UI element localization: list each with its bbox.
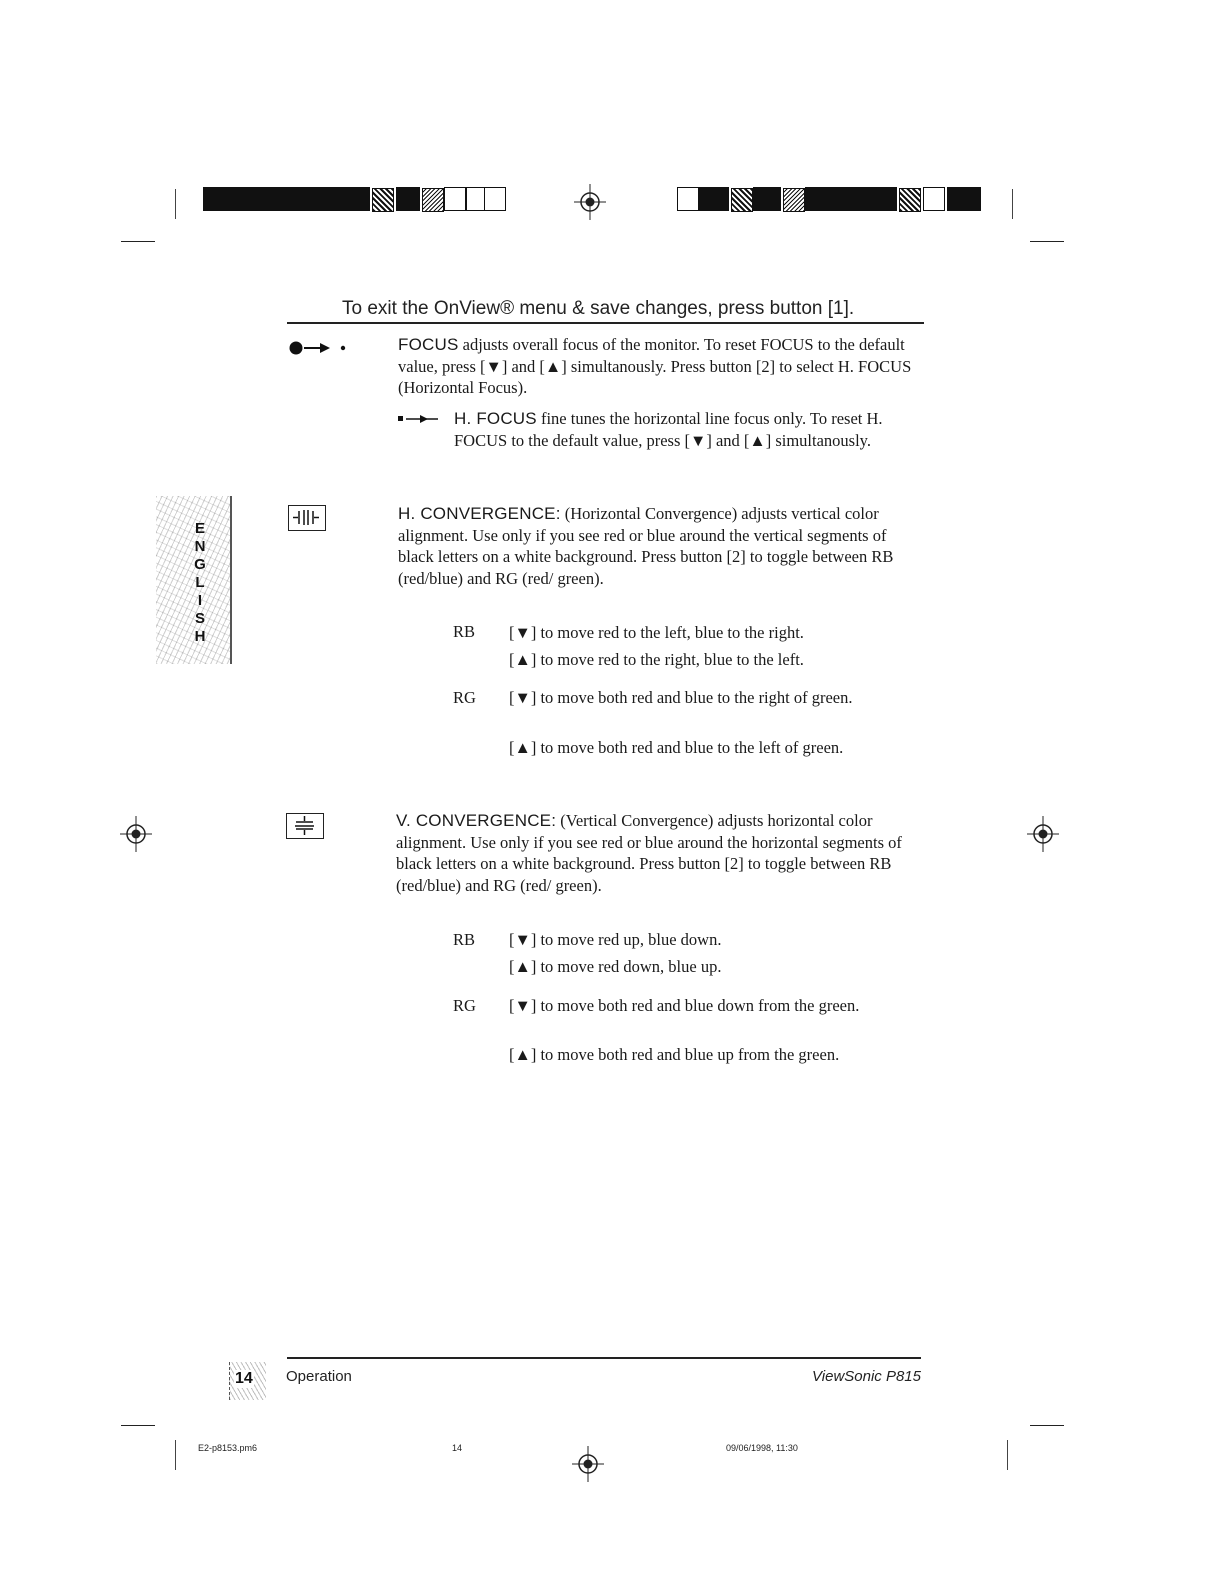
language-tab-letter: E bbox=[194, 520, 205, 537]
h-focus-paragraph bbox=[454, 408, 920, 451]
v-convergence-rg-label: RG bbox=[453, 996, 476, 1015]
page-number: 14 bbox=[235, 1370, 253, 1387]
h-convergence-paragraph bbox=[398, 503, 920, 589]
crop-mark-top-right-v bbox=[1012, 189, 1013, 219]
focus-term: FOCUS bbox=[398, 335, 459, 354]
crop-mark-bottom-right-h bbox=[1030, 1425, 1064, 1426]
registration-crosshair-icon bbox=[1023, 814, 1063, 854]
h-convergence-rb-label: RB bbox=[453, 622, 476, 641]
h-convergence-rb-up: [▲] to move red to the right, blue to the left. bbox=[509, 650, 804, 669]
exit-menu-note: To exit the OnView® menu & save changes, press button [1]. bbox=[342, 298, 855, 319]
footer-product: ViewSonic P815 bbox=[812, 1368, 921, 1385]
crop-mark-bottom-left-v bbox=[175, 1440, 176, 1470]
focus-paragraph bbox=[398, 334, 918, 399]
focus-text: adjusts overall focus of the monitor. To reset FOCUS to the default value, press [▼] and [▲] simultanously. Press button [2] to select H. FOCUS (Horizontal Focus). bbox=[398, 335, 912, 397]
slug-filename: E2-p8153.pm6 bbox=[198, 1443, 258, 1453]
slug-page: 14 bbox=[452, 1443, 463, 1453]
h-convergence-icon bbox=[288, 505, 326, 531]
crop-mark-bottom-right-v bbox=[1007, 1440, 1008, 1470]
v-convergence-rb-down: [▼] to move red up, blue down. bbox=[509, 930, 722, 949]
slug-datetime: 09/06/1998, 11:30 bbox=[726, 1443, 798, 1453]
language-tab-letter: L bbox=[195, 574, 205, 591]
h-convergence-rb-down: [▼] to move red to the left, blue to the right. bbox=[509, 623, 804, 642]
v-convergence-rg-up: [▲] to move both red and blue up from the green. bbox=[509, 1045, 840, 1064]
h-convergence-rg-up: [▲] to move both red and blue to the left of green. bbox=[509, 738, 844, 757]
registration-crosshair-icon bbox=[568, 1444, 608, 1484]
h-convergence-term: H. CONVERGENCE: bbox=[398, 504, 561, 523]
crop-mark-top-right-h bbox=[1030, 241, 1064, 242]
v-convergence-text: (Vertical Convergence) adjusts horizontal color alignment. Use only if you see red or blue around the horizontal segments of black letters on a white background. Press button [2] to toggle between RB (red/blue) and RG (red/ green). bbox=[396, 811, 902, 895]
h-convergence-text: (Horizontal Convergence) adjusts vertical color alignment. Use only if you see red or blue around the vertical segments of black letters on a white background. Press button [2] to toggle between RB (red/blue) and RG (red/ green). bbox=[398, 504, 894, 588]
crop-mark-top-left-v bbox=[175, 189, 176, 219]
v-convergence-rg-down: [▼] to move both red and blue down from the green. bbox=[509, 996, 860, 1015]
footer-rule bbox=[287, 1357, 921, 1359]
v-convergence-icon bbox=[286, 813, 324, 839]
registration-crosshair-icon bbox=[116, 814, 156, 854]
v-convergence-rb-label: RB bbox=[453, 930, 476, 949]
v-convergence-paragraph bbox=[396, 810, 922, 896]
registration-crosshair-icon bbox=[570, 182, 610, 222]
h-convergence-rg-down: [▼] to move both red and blue to the right of green. bbox=[509, 688, 853, 707]
h-convergence-rg-label: RG bbox=[453, 688, 476, 707]
crop-mark-bottom-left-h bbox=[121, 1425, 155, 1426]
crop-mark-top-left-h bbox=[121, 241, 155, 242]
v-convergence-term: V. CONVERGENCE: bbox=[396, 811, 557, 830]
h-focus-arrow-icon bbox=[398, 413, 444, 425]
focus-arrow-icon bbox=[288, 340, 350, 356]
v-convergence-rb-up: [▲] to move red down, blue up. bbox=[509, 957, 722, 976]
language-tab-letter: H bbox=[194, 628, 206, 645]
h-focus-text: fine tunes the horizontal line focus only. To reset H. FOCUS to the default value, press [▼] and [▲] simultanously. bbox=[454, 409, 883, 450]
h-focus-term: H. FOCUS bbox=[454, 409, 537, 428]
language-tab-letter: G bbox=[194, 556, 206, 573]
language-tab bbox=[156, 496, 232, 664]
language-tab-letter: N bbox=[194, 538, 206, 555]
language-tab-letter: S bbox=[194, 610, 205, 627]
footer-section: Operation bbox=[286, 1368, 352, 1385]
language-tab-letter: I bbox=[197, 592, 203, 609]
page-number-badge bbox=[229, 1362, 266, 1400]
header-rule bbox=[287, 322, 924, 324]
